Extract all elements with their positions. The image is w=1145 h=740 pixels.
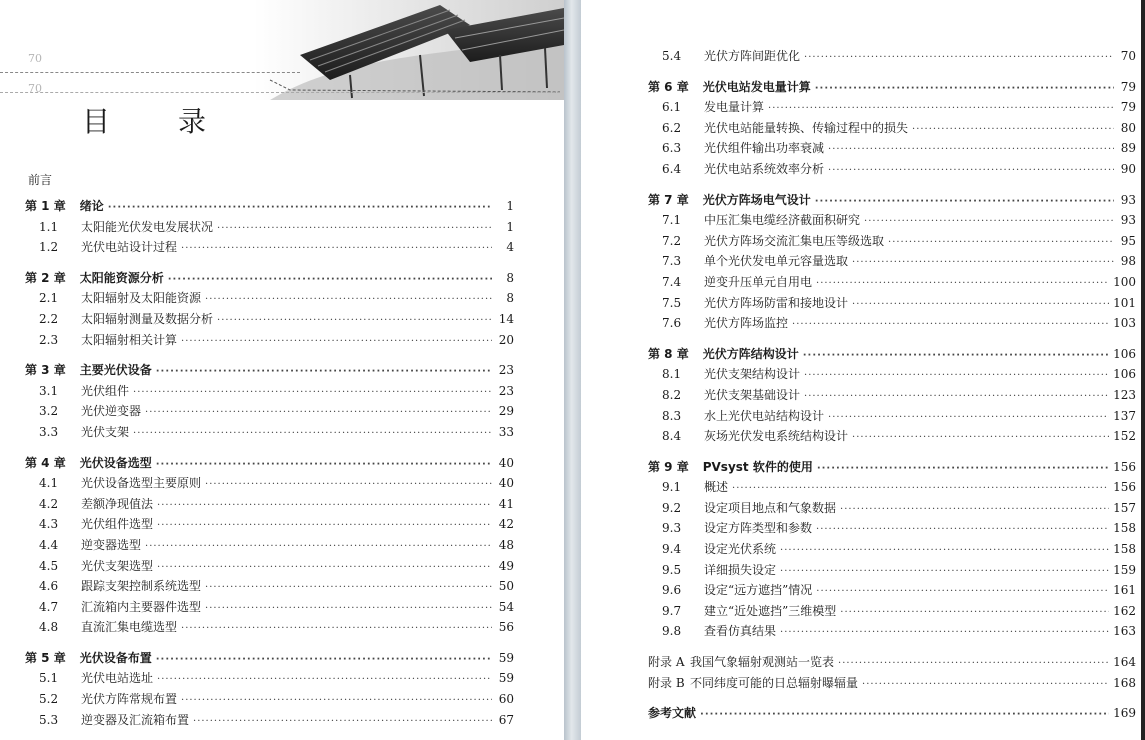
toc-chapter-entry[interactable] <box>25 196 514 217</box>
toc-section-entry[interactable] <box>25 288 514 309</box>
entry-page-number: 158 <box>1113 521 1136 536</box>
toc-section-entry[interactable] <box>648 364 1136 385</box>
entry-page-number: 168 <box>1113 675 1136 690</box>
entry-title: 差额净现值法 <box>81 496 154 511</box>
toc-section-entry[interactable] <box>25 473 514 494</box>
entry-page-number: 106 <box>1113 346 1136 361</box>
entry-number: 5.1 <box>39 671 59 686</box>
toc-section-entry[interactable] <box>648 426 1136 447</box>
dot-leader <box>133 424 492 445</box>
dot-leader <box>156 455 492 476</box>
dot-leader <box>145 537 492 558</box>
dot-leader <box>804 387 1109 408</box>
entry-page-number: 23 <box>498 363 514 378</box>
entry-page-number: 60 <box>498 692 514 707</box>
toc-section-entry[interactable] <box>25 689 514 710</box>
dot-leader <box>803 346 1109 367</box>
entry-number: 4.8 <box>39 620 59 635</box>
entry-number: 9.7 <box>662 603 682 618</box>
entry-title: 参考文献 <box>648 706 697 721</box>
entry-number: 8.3 <box>662 408 682 423</box>
dot-leader <box>816 582 1109 603</box>
entry-title: 光伏方阵场电气设计 <box>702 192 811 207</box>
toc-list-left <box>25 196 514 730</box>
entry-number: 第 9 章 <box>648 459 689 474</box>
entry-title: 逆变升压单元自用电 <box>704 274 813 289</box>
entry-page-number: 156 <box>1113 459 1136 474</box>
entry-page-number: 40 <box>498 455 514 470</box>
entry-page-number: 159 <box>1113 562 1136 577</box>
entry-page-number: 157 <box>1113 500 1136 515</box>
entry-page-number: 98 <box>1120 254 1136 269</box>
entry-number: 9.3 <box>662 521 682 536</box>
entry-page-number: 56 <box>498 620 514 635</box>
toc-chapter-entry[interactable] <box>25 360 514 381</box>
entry-page-number: 70 <box>1120 49 1136 63</box>
dot-leader <box>780 562 1109 583</box>
entry-title: 太阳能光伏发电发展状况 <box>81 219 214 234</box>
entry-title: 发电量计算 <box>704 100 765 115</box>
entry-title: 光伏支架结构设计 <box>704 367 801 382</box>
entry-page-number: 59 <box>498 671 514 686</box>
toc-section-entry[interactable] <box>648 385 1136 406</box>
entry-title: 光伏电站系统效率分析 <box>704 161 825 176</box>
dot-leader <box>205 599 492 620</box>
dot-leader <box>205 475 492 496</box>
entry-page-number: 59 <box>498 650 514 665</box>
dot-leader <box>157 516 492 537</box>
entry-number: 8.1 <box>662 367 682 382</box>
entry-page-number: 8 <box>506 291 514 306</box>
dot-leader <box>181 239 492 260</box>
toc-section-entry[interactable] <box>648 580 1136 601</box>
entry-page-number: 1 <box>506 219 514 234</box>
entry-title: 不同纬度可能的日总辐射曝辐量 <box>690 675 859 690</box>
toc-appendix-entry[interactable] <box>648 673 1136 694</box>
dot-leader <box>205 578 492 599</box>
toc-section-entry[interactable] <box>648 210 1136 231</box>
toc-section-entry[interactable] <box>648 159 1136 180</box>
entry-page-number: 95 <box>1120 233 1136 248</box>
page-edge <box>1141 0 1145 740</box>
entry-number: 9.8 <box>662 624 682 639</box>
entry-number: 4.6 <box>39 579 59 594</box>
entry-page-number: 14 <box>498 311 514 326</box>
entry-page-number: 20 <box>498 332 514 347</box>
toc-section-entry[interactable] <box>648 46 1136 67</box>
entry-page-number: 161 <box>1113 583 1136 598</box>
entry-number: 9.4 <box>662 542 682 557</box>
entry-page-number: 158 <box>1113 542 1136 557</box>
toc-chapter-entry[interactable] <box>25 648 514 669</box>
entry-number: 4.2 <box>39 496 59 511</box>
entry-title: 光伏组件输出功率衰减 <box>704 141 825 156</box>
dot-leader <box>768 99 1114 120</box>
entry-title: 光伏组件 <box>81 383 130 398</box>
entry-number: 4.1 <box>39 476 59 491</box>
dot-leader <box>817 459 1109 480</box>
toc-section-entry[interactable] <box>25 514 514 535</box>
toc-section-entry[interactable] <box>648 539 1136 560</box>
entry-title: 设定方阵类型和参数 <box>704 521 813 536</box>
entry-page-number: 152 <box>1113 429 1136 444</box>
entry-page-number: 90 <box>1120 161 1136 176</box>
entry-page-number: 49 <box>498 558 514 573</box>
entry-page-number: 8 <box>506 270 514 285</box>
entry-title: 跟踪支架控制系统选型 <box>81 579 202 594</box>
dot-leader <box>815 192 1114 213</box>
entry-title: 光伏支架 <box>81 424 130 439</box>
dot-leader <box>700 705 1109 726</box>
toc-chapter-entry[interactable] <box>648 190 1136 211</box>
entry-title: 光伏电站选址 <box>81 671 154 686</box>
entry-page-number: 29 <box>498 404 514 419</box>
dot-leader <box>732 479 1109 500</box>
entry-page-number: 164 <box>1113 655 1136 670</box>
entry-title: 设定项目地点和气象数据 <box>704 500 837 515</box>
header-rule <box>0 72 300 73</box>
entry-number: 2.1 <box>39 291 59 306</box>
entry-page-number: 100 <box>1113 274 1136 289</box>
entry-number: 5.2 <box>39 692 59 707</box>
entry-title: 灰场光伏发电系统结构设计 <box>704 429 849 444</box>
dot-leader <box>828 161 1114 182</box>
toc-section-entry[interactable] <box>25 494 514 515</box>
entry-number: 6.4 <box>662 161 682 176</box>
dot-leader <box>181 619 492 640</box>
dot-leader <box>815 79 1114 100</box>
toc-section-entry[interactable] <box>25 217 514 238</box>
toc-section-entry[interactable] <box>25 576 514 597</box>
entry-page-number: 101 <box>1113 295 1136 310</box>
dot-leader <box>792 315 1109 336</box>
dot-leader <box>217 219 492 240</box>
dot-leader <box>840 500 1109 521</box>
entry-page-number: 89 <box>1120 141 1136 156</box>
entry-title: 太阳辐射及太阳能资源 <box>81 291 202 306</box>
dot-leader <box>864 212 1114 233</box>
dot-leader <box>828 408 1109 429</box>
entry-page-number: 123 <box>1113 387 1136 402</box>
entry-title: 光伏方阵场交流汇集电压等级选取 <box>704 233 885 248</box>
dot-leader <box>133 383 492 404</box>
dot-leader <box>804 48 1114 69</box>
entry-page-number: 54 <box>498 599 514 614</box>
toc-section-entry[interactable] <box>25 381 514 402</box>
entry-page-number: 137 <box>1113 408 1136 423</box>
toc-appendix-entry[interactable] <box>648 652 1136 673</box>
entry-page-number: 4 <box>506 240 514 255</box>
dot-leader <box>852 295 1109 316</box>
entry-title: 光伏支架选型 <box>81 558 154 573</box>
toc-section-entry[interactable] <box>25 401 514 422</box>
entry-number: 6.3 <box>662 141 682 156</box>
toc-references-entry[interactable] <box>648 703 1136 724</box>
toc-section-entry[interactable] <box>25 597 514 618</box>
entry-title: 逆变器选型 <box>81 537 142 552</box>
toc-section-entry[interactable] <box>648 272 1136 293</box>
toc-section-entry[interactable] <box>648 97 1136 118</box>
entry-number: 4.7 <box>39 599 59 614</box>
entry-page-number: 50 <box>498 579 514 594</box>
solar-panel-illustration <box>0 0 564 100</box>
dot-leader <box>156 650 492 671</box>
entry-number: 3.1 <box>39 383 59 398</box>
entry-number: 附录 B <box>648 675 685 690</box>
right-page <box>581 0 1145 740</box>
entry-number: 第 8 章 <box>648 346 689 361</box>
entry-title: 光伏方阵间距优化 <box>704 49 801 63</box>
toc-chapter-entry[interactable] <box>648 344 1136 365</box>
dot-leader <box>838 654 1109 675</box>
entry-title: 绪论 <box>79 199 104 213</box>
entry-number: 7.4 <box>662 274 682 289</box>
entry-title: 概述 <box>704 480 729 495</box>
entry-title: 太阳辐射测量及数据分析 <box>81 311 214 326</box>
left-page <box>0 0 564 740</box>
entry-number: 2.2 <box>39 311 59 326</box>
entry-number: 9.5 <box>662 562 682 577</box>
dot-leader <box>862 675 1109 696</box>
entry-number: 8.4 <box>662 429 682 444</box>
entry-title: PVsyst 软件的使用 <box>702 459 813 474</box>
entry-title: 光伏电站设计过程 <box>81 240 178 255</box>
toc-section-entry[interactable] <box>25 422 514 443</box>
entry-page-number: 79 <box>1120 100 1136 115</box>
entry-title: 太阳能资源分析 <box>79 270 164 285</box>
entry-title: 直流汇集电缆选型 <box>81 620 178 635</box>
toc-section-entry[interactable] <box>648 406 1136 427</box>
entry-number: 第 5 章 <box>25 650 66 665</box>
dot-leader <box>157 670 492 691</box>
dot-leader <box>168 270 492 291</box>
entry-number: 9.6 <box>662 583 682 598</box>
dot-leader <box>828 140 1114 161</box>
dot-leader <box>912 120 1114 141</box>
entry-number: 3.2 <box>39 404 59 419</box>
dot-leader <box>780 623 1109 644</box>
dot-leader <box>181 691 492 712</box>
entry-title: 我国气象辐射观测站一览表 <box>690 655 835 670</box>
toc-section-entry[interactable] <box>648 251 1136 272</box>
entry-title: 设定光伏系统 <box>704 542 777 557</box>
dot-leader <box>888 233 1114 254</box>
dot-leader <box>852 428 1109 449</box>
toc-section-entry[interactable] <box>648 518 1136 539</box>
entry-title: 光伏支架基础设计 <box>704 387 801 402</box>
entry-title: 汇流箱内主要器件选型 <box>81 599 202 614</box>
entry-number: 第 6 章 <box>648 79 689 94</box>
entry-page-number: 169 <box>1113 706 1136 721</box>
entry-page-number: 93 <box>1120 192 1136 207</box>
dot-leader <box>816 520 1109 541</box>
entry-number: 7.6 <box>662 316 682 331</box>
entry-number: 1.1 <box>39 219 59 234</box>
toc-chapter-entry[interactable] <box>648 457 1136 478</box>
dot-leader <box>145 403 492 424</box>
entry-page-number: 67 <box>498 712 514 727</box>
toc-chapter-entry[interactable] <box>25 268 514 289</box>
entry-title: 查看仿真结果 <box>704 624 777 639</box>
entry-number: 7.3 <box>662 254 682 269</box>
entry-number: 9.2 <box>662 500 682 515</box>
entry-page-number: 40 <box>498 476 514 491</box>
toc-list-right <box>648 46 1136 724</box>
toc-section-entry[interactable] <box>25 535 514 556</box>
entry-title: 详细损失设定 <box>704 562 777 577</box>
entry-number: 5.3 <box>39 712 59 727</box>
dot-leader <box>780 541 1109 562</box>
dot-leader <box>852 253 1114 274</box>
toc-section-entry[interactable] <box>25 668 514 689</box>
entry-title: 建立“近处遮挡”三维模型 <box>704 603 837 618</box>
entry-title: 单个光伏发电单元容量选取 <box>704 254 849 269</box>
page-title: 目 录 <box>82 105 227 138</box>
entry-title: 光伏逆变器 <box>81 404 142 419</box>
dot-leader <box>156 362 492 383</box>
entry-page-number: 79 <box>1120 79 1136 94</box>
entry-page-number: 163 <box>1113 624 1136 639</box>
entry-number: 7.2 <box>662 233 682 248</box>
ghost-page-number: 70 <box>28 82 42 95</box>
entry-title: 太阳辐射相关计算 <box>81 332 178 347</box>
toc-chapter-entry[interactable] <box>25 453 514 474</box>
ghost-page-number: 70 <box>28 52 42 65</box>
toc-section-entry[interactable] <box>648 118 1136 139</box>
entry-number: 9.1 <box>662 480 682 495</box>
entry-number: 7.5 <box>662 295 682 310</box>
header-rule <box>0 92 560 93</box>
entry-page-number: 162 <box>1113 603 1136 618</box>
entry-title: 光伏电站发电量计算 <box>702 79 811 94</box>
toc-section-entry[interactable] <box>648 498 1136 519</box>
dot-leader <box>217 311 492 332</box>
preface-entry[interactable]: 前言 <box>28 173 53 187</box>
dot-leader <box>840 603 1109 624</box>
entry-number: 4.5 <box>39 558 59 573</box>
entry-title: 主要光伏设备 <box>79 363 152 378</box>
entry-title: 中压汇集电缆经济截面积研究 <box>704 213 861 228</box>
entry-number: 4.3 <box>39 517 59 532</box>
entry-title: 设定“远方遮挡”情况 <box>704 583 813 598</box>
toc-section-entry[interactable] <box>648 313 1136 334</box>
entry-page-number: 80 <box>1120 120 1136 135</box>
entry-title: 逆变器及汇流箱布置 <box>81 712 190 727</box>
entry-number: 2.3 <box>39 332 59 347</box>
toc-section-entry[interactable] <box>648 560 1136 581</box>
entry-number: 5.4 <box>662 49 682 63</box>
entry-page-number: 156 <box>1113 480 1136 495</box>
entry-number: 6.1 <box>662 100 682 115</box>
toc-section-entry[interactable] <box>25 710 514 731</box>
entry-page-number: 48 <box>498 537 514 552</box>
entry-number: 第 1 章 <box>25 199 66 213</box>
entry-title: 光伏组件选型 <box>81 517 154 532</box>
entry-number: 6.2 <box>662 120 682 135</box>
entry-number: 3.3 <box>39 424 59 439</box>
entry-number: 第 7 章 <box>648 192 689 207</box>
toc-section-entry[interactable] <box>648 601 1136 622</box>
entry-title: 光伏设备布置 <box>79 650 152 665</box>
entry-title: 光伏设备选型 <box>79 455 152 470</box>
entry-title: 光伏设备选型主要原则 <box>81 476 202 491</box>
dot-leader <box>157 558 492 579</box>
toc-section-entry[interactable] <box>648 477 1136 498</box>
entry-title: 光伏方阵结构设计 <box>702 346 799 361</box>
book-gutter <box>564 0 581 740</box>
entry-page-number: 93 <box>1120 213 1136 228</box>
toc-section-entry[interactable] <box>25 237 514 258</box>
entry-number: 附录 A <box>648 655 685 670</box>
entry-page-number: 106 <box>1113 367 1136 382</box>
entry-page-number: 23 <box>498 383 514 398</box>
entry-page-number: 33 <box>498 424 514 439</box>
toc-section-entry[interactable] <box>25 556 514 577</box>
toc-section-entry[interactable] <box>648 293 1136 314</box>
dot-leader <box>816 274 1109 295</box>
entry-number: 第 3 章 <box>25 363 66 378</box>
toc-section-entry[interactable] <box>648 621 1136 642</box>
entry-page-number: 1 <box>506 199 514 213</box>
dot-leader <box>181 332 492 353</box>
entry-title: 光伏方阵场防雷和接地设计 <box>704 295 849 310</box>
entry-title: 光伏方阵常规布置 <box>81 692 178 707</box>
entry-number: 7.1 <box>662 213 682 228</box>
entry-title: 水上光伏电站结构设计 <box>704 408 825 423</box>
entry-number: 第 4 章 <box>25 455 66 470</box>
toc-chapter-entry[interactable] <box>648 77 1136 98</box>
toc-section-entry[interactable] <box>25 309 514 330</box>
toc-section-entry[interactable] <box>25 330 514 351</box>
entry-title: 光伏方阵场监控 <box>704 316 789 331</box>
dot-leader <box>205 290 492 311</box>
dot-leader <box>193 712 492 733</box>
dot-leader <box>108 198 492 219</box>
toc-section-entry[interactable] <box>648 138 1136 159</box>
entry-page-number: 103 <box>1113 316 1136 331</box>
entry-number: 8.2 <box>662 387 682 402</box>
dot-leader <box>157 496 492 517</box>
entry-title: 光伏电站能量转换、传输过程中的损失 <box>704 120 909 135</box>
entry-number: 1.2 <box>39 240 59 255</box>
entry-number: 4.4 <box>39 537 59 552</box>
entry-number: 第 2 章 <box>25 270 66 285</box>
entry-page-number: 42 <box>498 517 514 532</box>
toc-section-entry[interactable] <box>25 617 514 638</box>
dot-leader <box>804 366 1109 387</box>
toc-section-entry[interactable] <box>648 231 1136 252</box>
entry-page-number: 41 <box>498 496 514 511</box>
